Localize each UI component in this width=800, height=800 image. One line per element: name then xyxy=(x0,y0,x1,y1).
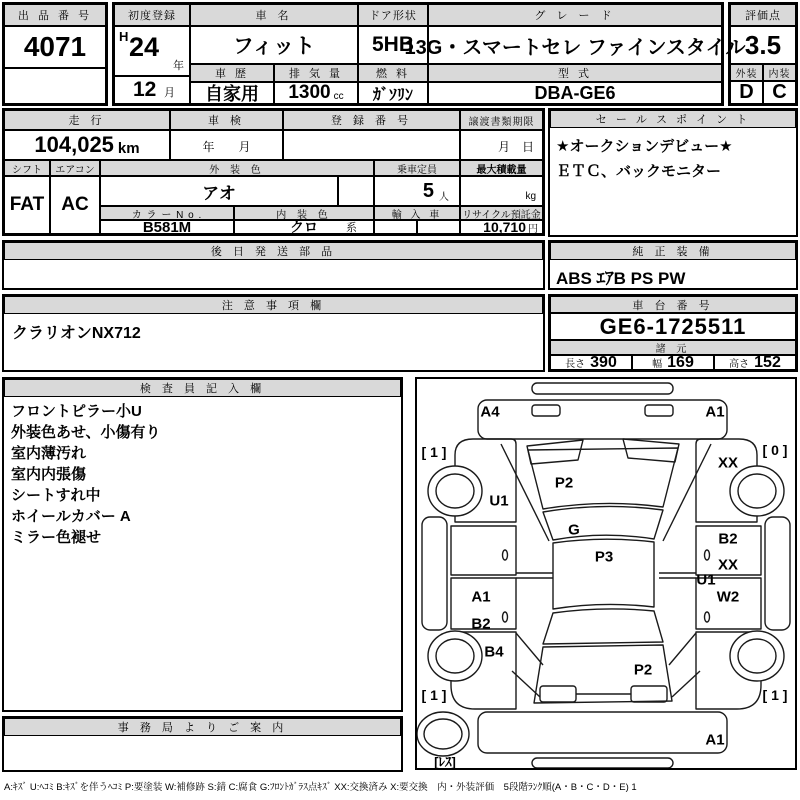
damage-label: P3 xyxy=(594,548,614,566)
spare-tire-label: [ﾚｽ] xyxy=(434,754,456,770)
int-color-suffix: 系 xyxy=(346,222,357,234)
damage-label: G xyxy=(568,521,580,539)
color-no-label: カ ラ ー N o . xyxy=(100,206,234,220)
mileage-cell xyxy=(4,130,170,160)
office-content xyxy=(4,736,401,770)
transfer-label: 譲渡書類期限 xyxy=(460,110,543,130)
displacement-value: 1300 xyxy=(288,82,331,103)
inspector-line: シートすれ中 xyxy=(11,487,101,504)
aircon-value: AC xyxy=(50,176,100,234)
ext-color-extra-cell xyxy=(338,176,374,206)
office-label: 事 務 局 よ り ご 案 内 xyxy=(4,718,401,736)
damage-label: XX xyxy=(717,556,739,574)
damage-label: A4 xyxy=(480,403,500,421)
exterior-label: 外装 xyxy=(730,64,763,81)
first-reg-month-cell xyxy=(114,76,190,104)
ext-color-value: アオ xyxy=(100,176,338,206)
history-value: 自家用 xyxy=(190,82,274,104)
exterior-grade: D xyxy=(730,81,763,104)
score-value: 3.5 xyxy=(730,26,796,64)
interior-grade: C xyxy=(763,81,796,104)
notes-value: クラリオンNX712 xyxy=(12,325,141,342)
max-load-label: 最大積載量 xyxy=(460,160,543,176)
model-value: フィット xyxy=(190,26,358,64)
capacity-label: 乗車定員 xyxy=(374,160,460,176)
model-code-value: DBA-GE6 xyxy=(428,82,722,104)
grade-label: グ レ ー ド xyxy=(428,4,722,26)
sales-point-line: ★オークションデビュー★ xyxy=(556,138,733,155)
shift-label: シフト xyxy=(4,160,50,176)
inspector-box xyxy=(2,377,403,712)
spec-height-label: 高さ xyxy=(729,359,750,370)
max-load-unit: kg xyxy=(460,176,543,206)
door-value: 5HB xyxy=(358,26,428,64)
damage-label: U1 xyxy=(489,492,509,510)
capacity-value: 5 xyxy=(422,179,434,202)
capacity-unit: 人 xyxy=(439,191,449,203)
aircon-label: エアコン xyxy=(50,160,100,176)
top-main-box xyxy=(112,2,746,106)
score-label: 評価点 xyxy=(730,4,796,26)
grade-value: 13G・スマートセレ ファインスタイル xyxy=(428,26,722,64)
legend-text: A:ｷｽﾞ U:ﾍｺﾐ B:ｷｽﾞを伴うﾍｺﾐ P:要塗装 W:補修跡 S:錆 C:腐食 G:ﾌﾛﾝﾄｶﾞﾗｽ点ｷｽﾞ XX:交換済み X:要交換 内・外装評価 5段階ﾗﾝｸ順(A・B・C・D・E) 1 xyxy=(4,782,637,793)
lot-label: 出 品 番 号 xyxy=(4,4,106,26)
recycle-value: 10,710 xyxy=(483,219,526,235)
damage-label: P2 xyxy=(554,474,574,492)
chassis-label: 車 台 番 号 xyxy=(550,296,796,313)
sales-point-line: ＥＴＣ、バックモニター xyxy=(556,163,722,180)
displacement-unit: cc xyxy=(333,91,344,102)
damage-diagram xyxy=(415,377,797,770)
model-label: 車 名 xyxy=(190,4,358,26)
spec-length-cell xyxy=(550,355,632,370)
mileage-unit: km xyxy=(117,139,140,157)
lot-value: 4071 xyxy=(4,26,106,68)
spec-width-value: 169 xyxy=(667,353,694,371)
damage-label: B4 xyxy=(484,643,504,661)
spec-length-label: 長さ xyxy=(565,359,586,370)
damage-label: A1 xyxy=(705,403,725,421)
interior-label: 内装 xyxy=(763,64,796,81)
spec-height-cell xyxy=(714,355,796,370)
import-label: 輸 入 車 xyxy=(374,206,460,220)
spec-length-value: 390 xyxy=(590,353,617,371)
tread-label: [ 1 ] xyxy=(421,687,447,703)
spec-width-cell xyxy=(632,355,714,370)
history-label: 車 歴 xyxy=(190,64,274,82)
int-color-value: クロ xyxy=(290,219,318,235)
mid-box xyxy=(2,108,545,236)
damage-label: B2 xyxy=(718,530,738,548)
sales-point-box xyxy=(548,108,798,237)
specs-label: 諸 元 xyxy=(550,340,796,355)
import-cell-1 xyxy=(374,220,417,234)
notes-box xyxy=(2,294,545,372)
color-no-value: B581M xyxy=(100,220,234,234)
chassis-specs-box xyxy=(548,294,798,372)
lot-empty-cell xyxy=(4,68,106,104)
displacement-cell xyxy=(274,82,358,104)
first-reg-year-cell xyxy=(114,26,190,76)
displacement-label: 排 気 量 xyxy=(274,64,358,82)
notes-label: 注 意 事 項 欄 xyxy=(4,296,543,314)
transfer-value: 月 日 xyxy=(460,130,543,160)
reg-no-value xyxy=(283,130,460,160)
later-parts-content xyxy=(4,260,543,288)
recycle-label: リサイクル預託金 xyxy=(460,206,543,220)
equipment-value: ABS ｴｱB PS PW xyxy=(556,269,686,288)
inspector-line: フロントピラー小U xyxy=(11,403,142,420)
tread-label: [ 1 ] xyxy=(762,687,788,703)
fuel-value: ｶﾞｿﾘﾝ xyxy=(358,82,428,104)
recycle-unit: 円 xyxy=(528,223,538,235)
recycle-cell xyxy=(460,220,543,234)
lot-box xyxy=(2,2,108,106)
equipment-box xyxy=(548,240,798,290)
ext-color-label: 外 装 色 xyxy=(100,160,374,176)
first-reg-year-suffix: 年 xyxy=(173,60,184,72)
capacity-cell xyxy=(374,176,460,206)
damage-label: XX xyxy=(717,454,739,472)
first-reg-year: 24 xyxy=(129,32,160,62)
inspector-label: 検 査 員 記 入 欄 xyxy=(4,379,401,397)
int-color-cell xyxy=(234,220,374,234)
sales-point-label: セ ー ル ス ポ イ ン ト xyxy=(550,110,796,128)
tread-label: [ 0 ] xyxy=(762,442,788,458)
spec-height-value: 152 xyxy=(754,353,781,371)
first-reg-month-suffix: 月 xyxy=(164,87,175,99)
inspector-line: 室内内張傷 xyxy=(11,466,87,483)
later-parts-box xyxy=(2,240,545,290)
inspection-label: 車 検 xyxy=(170,110,283,130)
spec-width-label: 幅 xyxy=(652,359,663,370)
inspector-line: 室内薄汚れ xyxy=(11,445,87,462)
chassis-value: GE6-1725511 xyxy=(550,313,796,340)
sales-point-lines xyxy=(556,134,733,184)
damage-label: A1 xyxy=(471,588,491,606)
model-code-label: 型 式 xyxy=(428,64,722,82)
damage-label: A1 xyxy=(705,731,725,749)
office-box xyxy=(2,716,403,772)
int-color-label: 内 装 色 xyxy=(234,206,374,220)
mileage-label: 走 行 xyxy=(4,110,170,130)
later-parts-label: 後 日 発 送 部 品 xyxy=(4,242,543,260)
damage-label: P2 xyxy=(633,661,653,679)
import-cell-2 xyxy=(417,220,460,234)
first-reg-month: 12 xyxy=(133,78,157,101)
inspector-line: ミラー色褪せ xyxy=(11,529,102,546)
door-label: ドア形状 xyxy=(358,4,428,26)
inspector-notes xyxy=(11,401,161,548)
inspector-line: 外装色あせ、小傷有り xyxy=(11,424,161,441)
inspection-value: 年 月 xyxy=(170,130,283,160)
damage-label: W2 xyxy=(716,588,740,606)
fuel-label: 燃 料 xyxy=(358,64,428,82)
score-box xyxy=(728,2,798,106)
damage-label: U1 xyxy=(696,571,716,589)
damage-label: B2 xyxy=(471,615,491,633)
tread-label: [ 1 ] xyxy=(421,444,447,460)
car-outline-drawing xyxy=(417,379,795,768)
first-reg-era: H xyxy=(119,29,129,44)
equipment-label: 純 正 装 備 xyxy=(550,242,796,260)
first-reg-label: 初度登録 xyxy=(114,4,190,26)
inspector-line: ホイールカバー A xyxy=(11,508,131,525)
shift-value: FAT xyxy=(4,176,50,234)
mileage-value: 104,025 xyxy=(34,132,114,157)
reg-no-label: 登 録 番 号 xyxy=(283,110,460,130)
